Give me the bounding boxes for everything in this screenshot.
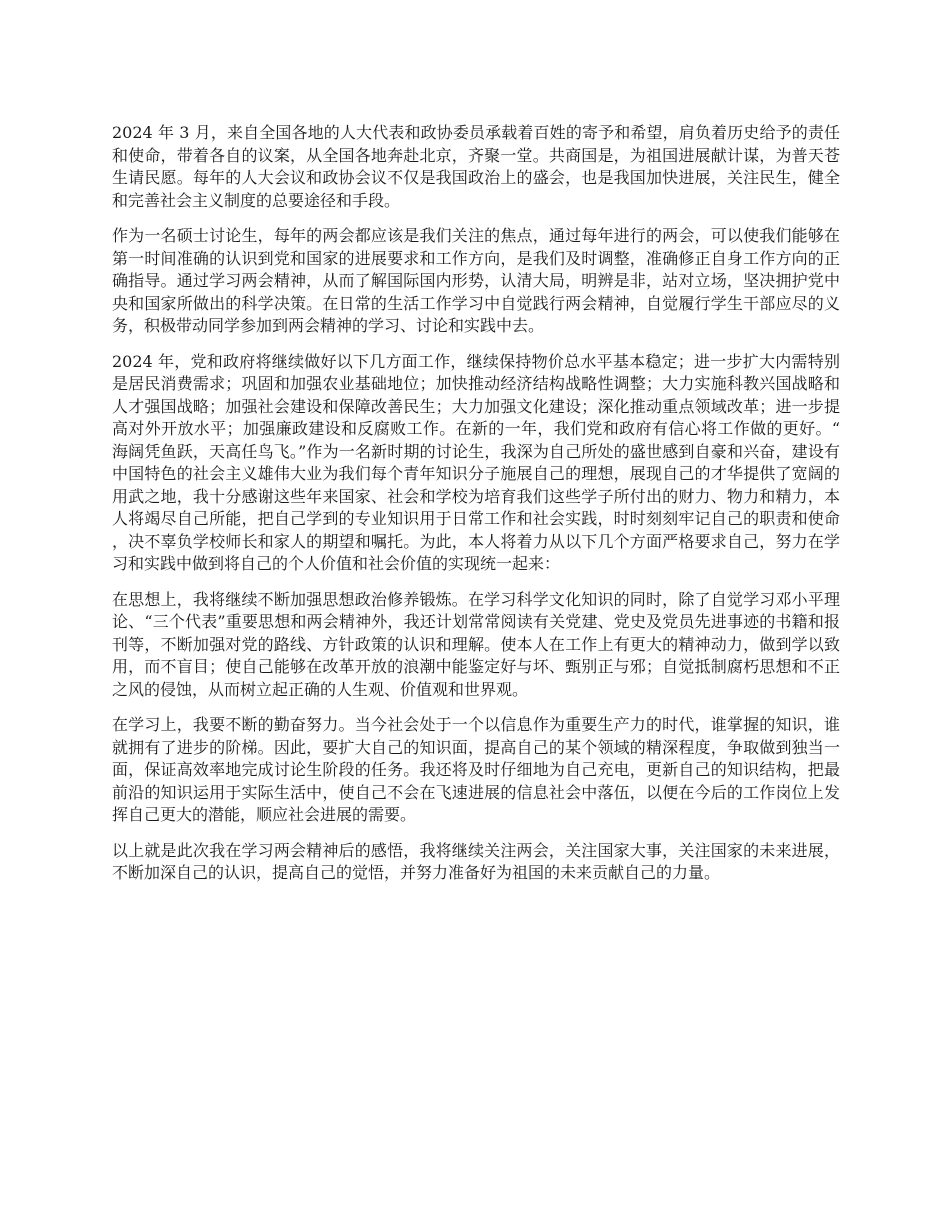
paragraph-focus: 作为一名硕士讨论生，每年的两会都应该是我们关注的焦点，通过每年进行的两会，可以使我们能够在第一时间准确的认识到党和国家的进展要求和工作方向，是我们及时调整，准确修正自身工作方向的正确指导。通过学习两会精神，从而了解国际国内形势，认清大局，明辨是非，站对立场，坚决拥护党中央和国家所做出的科学决策。在日常的生活工作学习中自觉践行两会精神，自觉履行学生干部应尽的义务，积极带动同学参加到两会精神的学习、讨论和实践中去。 (112, 226, 840, 335)
paragraph-intro: 2024 年 3 月，来自全国各地的人大代表和政协委员承载着百姓的寄予和希望，肩负着历史给予的责任和使命，带着各自的议案，从全国各地奔赴北京，齐聚一堂。共商国是，为祖国进展献计谋，为普天苍生请民愿。每年的人大会议和政协会议不仅是我国政治上的盛会，也是我国加快进展，关注民生，健全和完善社会主义制度的总要途径和手段。 (112, 123, 840, 210)
document-body (112, 122, 840, 898)
paragraph-work-plan: 2024 年，党和政府将继续做好以下几方面工作，继续保持物价总水平基本稳定；进一步扩大内需特别是居民消费需求；巩固和加强农业基础地位；加快推动经济结构战略性调整；大力实施科教兴国战略和人才强国战略；加强社会建设和保障改善民生；大力加强文化建设；深化推动重点领域改革；进一步提高对外开放水平；加强廉政建设和反腐败工作。在新的一年，我们党和政府有信心将工作做的更好。“海阔凭鱼跃，天高任鸟飞。”作为一名新时期的讨论生，我深为自己所处的盛世感到自豪和兴奋，建设有中国特色的社会主义雄伟大业为我们每个青年知识分子施展自己的理想，展现自己的才华提供了宽阔的用武之地，我十分感谢这些年来国家、社会和学校为培育我们这些学子所付出的财力、物力和精力，本人将竭尽自己所能，把自己学到的专业知识用于日常工作和社会实践，时时刻刻牢记自己的职责和使命，决不辜负学校师长和家人的期望和嘱托。为此，本人将着力从以下几个方面严格要求自己，努力在学习和实践中做到将自己的个人价值和社会价值的实现统一起来： (112, 351, 840, 573)
paragraph-ideology: 在思想上，我将继续不断加强思想政治修养锻炼。在学习科学文化知识的同时，除了自觉学习邓小平理论、“三个代表”重要思想和两会精神外，我还计划常常阅读有关党建、党史及党员先进事迹的书籍和报刊等，不断加强对党的路线、方针政策的认识和理解。使本人在工作上有更大的精神动力，做到学以致用，而不盲目；使自己能够在改革开放的浪潮中能鉴定好与坏、甄别正与邪；自觉抵制腐朽思想和不正之风的侵蚀，从而树立起正确的人生观、价值观和世界观。 (112, 589, 840, 699)
paragraph-conclusion: 以上就是此次我在学习两会精神后的感悟，我将继续关注两会，关注国家大事，关注国家的未来进展，不断加深自己的认识，提高自己的觉悟，并努力准备好为祖国的未来贡献自己的力量。 (112, 840, 840, 882)
paragraph-study: 在学习上，我要不断的勤奋努力。当今社会处于一个以信息作为重要生产力的时代，谁掌握的知识，谁就拥有了进步的阶梯。因此，要扩大自己的知识面，提高自己的某个领域的精深程度，争取做到独当一面，保证高效率地完成讨论生阶段的任务。我还将及时仔细地为自己充电，更新自己的知识结构，把最前沿的知识运用于实际生活中，使自己不会在飞速进展的信息社会中落伍，以便在今后的工作岗位上发挥自己更大的潜能，顺应社会进展的需要。 (112, 715, 840, 824)
